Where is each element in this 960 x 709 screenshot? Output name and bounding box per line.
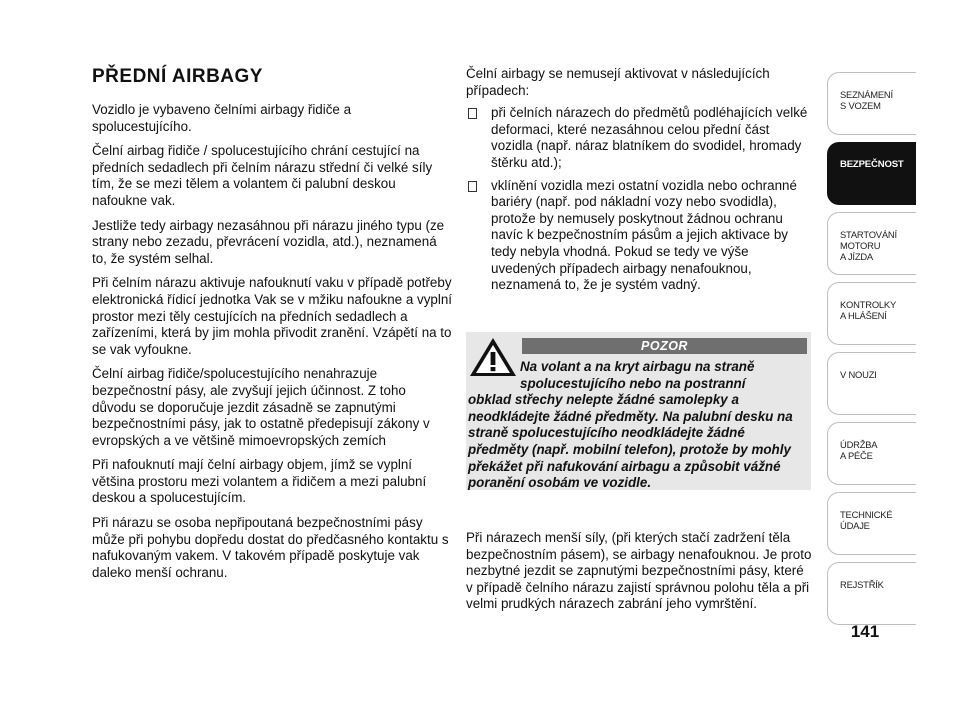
paragraph: Čelní airbag řidiče/spolucestujícího nenahrazuje bezpečnostní pásy, ale zvyšují jejich účinnost. Z toho důvodu se doporučuje jezdit zásadně se zapnutými bezpečnostními pásy, jak to ostatně předepisují zákony v evropských a ve většině mimoevropských zemích (92, 366, 430, 448)
tab-technicke-udaje[interactable]: TECHNICKÉ ÚDAJE (827, 492, 916, 555)
chapter-tabs (827, 72, 916, 632)
bottom-paragraph: Při nárazech menší síly, (při kterých stačí zadržení těla bezpečnostním pásem), se airbagy nenafouknou. Je proto nezbytné jezdit se zapnutými bezpečnostními pásy, které v případě čelního nárazu zajistí správnou polohu těla a při velmi prudkých nárazech zabrání jeho vymrštění. (466, 530, 812, 612)
bullet-list (466, 105, 812, 294)
warning-text-rest: obklad střechy nelepte žádné samolepky a neodkládejte žádné předměty. Na palubní desku na straně spolucestujícího neodkládejte žádné předměty (např. mobilní telefon), protože by mohly překážet při nafukování airbagu a způsobit vážné poranění osobám ve vozidle. (468, 392, 793, 491)
paragraph: Čelní airbag řidiče / spolucestujícího chrání cestující na předních sedadlech při čelním nárazu střední či velké síly tím, že se mezi tělem a volantem či palubní deskou nafoukne vak. (92, 143, 433, 208)
tab-kontrolky[interactable]: KONTROLKY A HLÁŠENÍ (827, 282, 916, 345)
warning-text (468, 359, 808, 492)
tab-rejstrik[interactable]: REJSTŘÍK (827, 562, 916, 625)
list-item (466, 105, 812, 171)
right-column (466, 66, 812, 300)
tab-bezpecnost[interactable]: BEZPEČNOST (827, 142, 916, 205)
page-number: 141 (850, 622, 880, 641)
list-item-text: při čelních nárazech do předmětů podléhajících velké deformaci, které nezasáhnou celou přední část vozidla (např. náraz blatníkem do svodidel, hromady štěrku atd.); (491, 105, 808, 170)
list-item (466, 178, 812, 294)
checkbox-square-icon (468, 181, 477, 192)
left-column (92, 66, 452, 589)
warning-text-first: Na volant a na kryt airbagu na straně spolucestujícího nebo na postranní (520, 359, 755, 391)
tab-udrzba[interactable]: ÚDRŽBA A PÉČE (827, 422, 916, 485)
intro-text: Čelní airbagy se nemusejí aktivovat v následujících případech: (466, 66, 770, 98)
paragraph: Při čelním nárazu aktivuje nafouknutí vaku v případě potřeby elektronická řídicí jednotka Vak se v mžiku nafoukne a vyplní prostor mezi těly cestujících na předních sedadlech a zařízeními, která by jim mohla přivodit zranění. Vzápětí na to se vak vyfoukne. (92, 275, 452, 357)
tab-startovani[interactable]: STARTOVÁNÍ MOTORU A JÍZDA (827, 212, 916, 275)
warning-label: POZOR (522, 338, 807, 354)
tab-seznameni[interactable]: SEZNÁMENÍ S VOZEM (827, 72, 916, 135)
tab-v-nouzi[interactable]: V NOUZI (827, 352, 916, 415)
paragraph: Při nafouknutí mají čelní airbagy objem, jímž se vyplní většina prostoru mezi volantem a řidičem a mezi palubní deskou a spolucestujícím. (92, 457, 427, 506)
paragraph: Při nárazu se osoba nepřipoutaná bezpečnostními pásy může při pohybu dopředu dostat do předčasného kontaktu s nafukovaným vakem. V takovém případě poskytuje vak daleko menší ochranu. (92, 515, 449, 580)
warning-box (466, 332, 811, 490)
paragraph: Vozidlo je vybaveno čelními airbagy řidiče a spolucestujícího. (92, 102, 352, 134)
list-item-text: vklínění vozidla mezi ostatní vozidla nebo ochranné bariéry (např. pod nákladní vozy nebo svodidla), protože by nemusely poskytnout žádnou ochranu navíc k bezpečnostním pásům a jejich aktivace by tedy nebyla vhodná. Pokud se tedy ve výše uvedených případech airbagy nenafouknou, neznamená to, že je systém vadný. (491, 177, 797, 293)
paragraph: Jestliže tedy airbagy nezasáhnou při nárazu jiného typu (ze strany nebo zezadu, převrácení vozidla, atd.), neznamená to, že systém selhal. (92, 217, 445, 266)
page-title: PŘEDNÍ AIRBAGY (92, 66, 263, 87)
checkbox-square-icon (468, 108, 477, 119)
